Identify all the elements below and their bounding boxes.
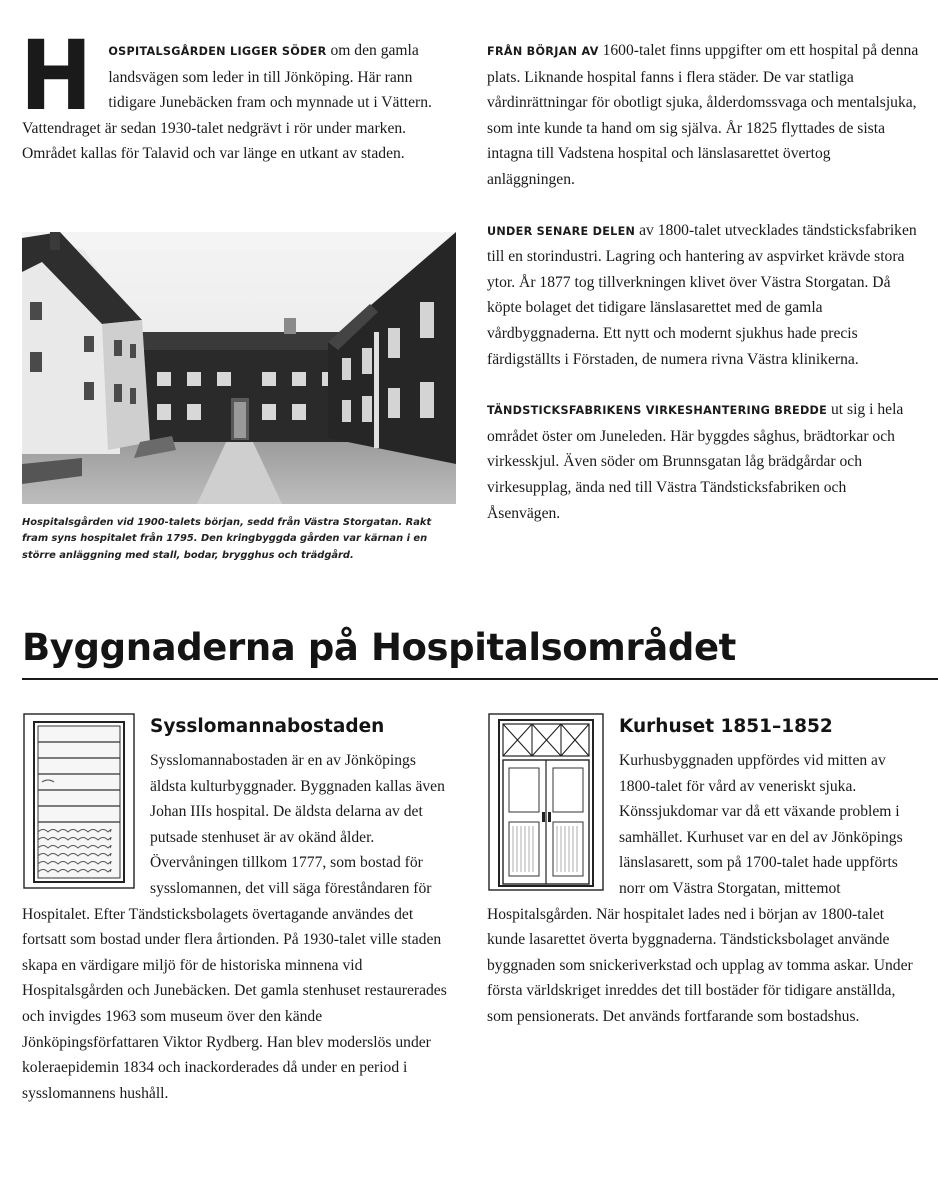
intro-lead: OSPITALSGÅRDEN LIGGER SÖDER	[108, 45, 327, 58]
paragraph-under-senare	[487, 218, 919, 373]
drop-cap: H	[20, 20, 93, 132]
paragraph-tandsticksfabrikens	[487, 397, 919, 526]
paragraph-fran-borjan	[487, 38, 919, 193]
section-rule	[22, 678, 938, 680]
paragraph-text: av 1800-talet utvecklades tändsticksfabriken till en storindustri. Lagring och hantering av aspvirket krävde stora ytor. År 1877 tog tillverkningen klivet över Västra Storgatan. Då köpte bolaget det tidigare länslasarettet med de gamla vårdbyggnaderna. Ett nytt och modernt sjukhus hade precis färdigställts i Förstaden, de numera rivna Västra klinikerna.	[487, 221, 917, 368]
door-icon	[487, 712, 605, 892]
building-title: Sysslomannabostaden	[150, 716, 385, 737]
paragraph-lead: FRÅN BÖRJAN AV	[487, 45, 599, 58]
intro-text: om den gamla landsvägen som leder in till Jönköping. Här rann tidigare Junebäcken fram och mynnade ut i Vättern. Vattendraget är sedan 1930-talet nedgrävt i rör under marken. Området kallas för Talavid och var länge en utkant av staden.	[22, 42, 432, 163]
paragraph-lead: UNDER SENARE DELEN	[487, 224, 636, 238]
paragraph-lead: TÄNDSTICKSFABRIKENS VIRKESHANTERING BREDDE	[487, 404, 828, 418]
building-title: Kurhuset 1851–1852	[619, 716, 833, 737]
building-sysslomannabostaden	[22, 712, 456, 1106]
paragraph-text: 1600-talet finns uppgifter om ett hospital på denna plats. Liknande hospital fanns i flera städer. De var statliga vårdinrättningar för obotligt sjuka, ålderdomssvaga och mentalsjuka, som inte kunde ta hand om sig själva. År 1825 flyttades de sista intagna till Vadstena hospital och länslasarettet övertog anläggningen.	[487, 42, 919, 188]
paragraph-text: ut sig i hela området öster om Juneleden. Här byggdes såghus, brädtorkar och virkesskjul. Även söder om Brunnsgatan låg brädgårdar och virkesupplag, ända ned till Västra Tändsticksfabriken och Åsenvägen.	[487, 401, 904, 522]
hospitalsgarden-photo	[22, 232, 456, 504]
intro-paragraph	[20, 20, 456, 167]
section-title: Byggnaderna på Hospitalsområdet	[22, 626, 736, 669]
right-column	[487, 38, 919, 526]
building-text: Kurhusbyggnaden uppfördes vid mitten av 1800-talet för vård av veneriskt sjuka. Könssjukdomar var då ett växande problem i samhället. Kurhuset var en del av Jönköpings länslasarett, som på 1700-talet hade uppförts norr om Västra Storgatan, mittemot Hospitalsgården. När hospitalet lades ned i början av 1800-talet kunde lasarettet överta byggnaderna. Tändsticksbolaget använde byggnaden som snickeriverkstad och upplag av tomma askar. Under första världskriget inreddes det till bostäder för tidigare anställda, som pensionerats. Det används fortfarande som bostadshus.	[487, 752, 913, 1025]
photo-caption: Hospitalsgården vid 1900-talets början, sedd från Västra Storgatan. Rakt fram syns hospitalet från 1795. Den kringbyggda gården var kärnan i en större anläggning med stall, bodar, brygghus och trädgård.	[22, 517, 432, 561]
window-icon	[22, 712, 136, 890]
building-text: Sysslomannabostaden är en av Jönköpings äldsta kulturbyggnader. Byggnaden kallas även Johan IIIs hospital. De äldsta delarna av det putsade stenhuset är av okänd ålder. Övervåningen tillkom 1777, som bostad för sysslomannen, det vill säga föreståndaren för Hospitalet. Efter Tändsticksbolagets övertagande användes det fortsatt som bostad under flera årtionden. På 1930-talet ville staden skapa en värdigare miljö för de historiska minnena vid Hospitalsgården och Junebäcken. Det gamla stenhuset restaurerades och invigdes 1963 som museum över den kände Jönköpingsförfattaren Viktor Rydberg. Han blev moderslös under koleraepidemin 1834 och inackorderades då under en period i sysslomannens hushåll.	[22, 752, 447, 1102]
building-kurhuset	[487, 712, 919, 1030]
